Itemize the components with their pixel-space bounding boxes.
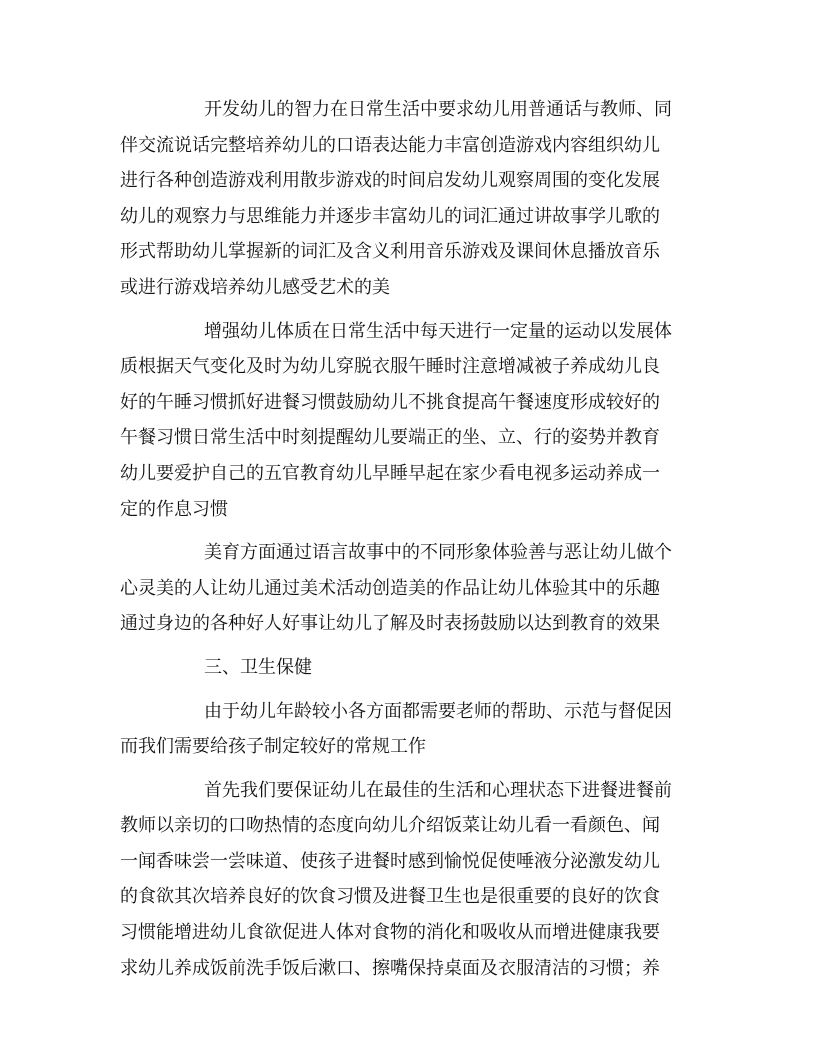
text-line: 午餐习惯日常生活中时刻提醒幼儿要端正的坐、立、行的姿势并教育 xyxy=(120,427,660,449)
text-line: 通过身边的各种好人好事让幼儿了解及时表扬鼓励以达到教育的效果 xyxy=(120,613,660,635)
text-line: 好的午睡习惯抓好进餐习惯鼓励幼儿不挑食提高午餐速度形成较好的 xyxy=(120,391,660,413)
text-line: 开发幼儿的智力在日常生活中要求幼儿用普通话与教师、同 xyxy=(204,99,672,120)
paragraph-aesthetics xyxy=(120,535,696,642)
section-heading-hygiene xyxy=(120,650,696,686)
paragraph-intellect xyxy=(120,92,696,306)
text-line: 首先我们要保证幼儿在最佳的生活和心理状态下进餐进餐前 xyxy=(204,779,672,801)
text-line: 心灵美的人让幼儿通过美术活动创造美的作品让幼儿体验其中的乐趣 xyxy=(120,577,660,599)
text-line: 质根据天气变化及时为幼儿穿脱衣服午睡时注意增减被子养成幼儿良 xyxy=(120,356,660,378)
text-line: 或进行游戏培养幼儿感受艺术的美 xyxy=(120,276,390,298)
paragraph-dining xyxy=(120,773,696,987)
text-line: 教师以亲切的口吻热情的态度向幼儿介绍饭菜让幼儿看一看颜色、闻 xyxy=(120,815,660,837)
text-line: 幼儿的观察力与思维能力并逐步丰富幼儿的词汇通过讲故事学儿歌的 xyxy=(120,205,660,227)
text-line: 的食欲其次培养良好的饮食习惯及进餐卫生也是很重要的良好的饮食 xyxy=(120,886,660,908)
text-line: 增强幼儿体质在日常生活中每天进行一定量的运动以发展体 xyxy=(204,320,672,342)
text-line: 进行各种创造游戏利用散步游戏的时间启发幼儿观察周围的变化发展 xyxy=(120,170,660,192)
text-line: 一闻香味尝一尝味道、使孩子进餐时感到愉悦促使唾液分泌激发幼儿 xyxy=(120,850,660,872)
text-line: 形式帮助幼儿掌握新的词汇及含义利用音乐游戏及课间休息播放音乐 xyxy=(120,241,660,263)
document-body xyxy=(120,92,696,986)
text-line: 美育方面通过语言故事中的不同形象体验善与恶让幼儿做个 xyxy=(204,542,672,564)
paragraph-routine xyxy=(120,694,696,765)
section-heading: 三、卫生保健 xyxy=(204,656,312,678)
text-line: 求幼儿养成饭前洗手饭后漱口、擦嘴保持桌面及衣服清洁的习惯；养 xyxy=(120,957,660,979)
text-line: 幼儿要爱护自己的五官教育幼儿早睡早起在家少看电视多运动养成一 xyxy=(120,462,660,484)
text-line: 由于幼儿年龄较小各方面都需要老师的帮助、示范与督促因 xyxy=(204,700,672,722)
paragraph-physique xyxy=(120,314,696,528)
text-line: 习惯能增进幼儿食欲促进人体对食物的消化和吸收从而增进健康我要 xyxy=(120,922,660,944)
text-line: 而我们需要给孩子制定较好的常规工作 xyxy=(120,736,426,758)
text-line: 定的作息习惯 xyxy=(120,498,228,520)
text-line: 伴交流说话完整培养幼儿的口语表达能力丰富创造游戏内容组织幼儿 xyxy=(120,134,660,156)
